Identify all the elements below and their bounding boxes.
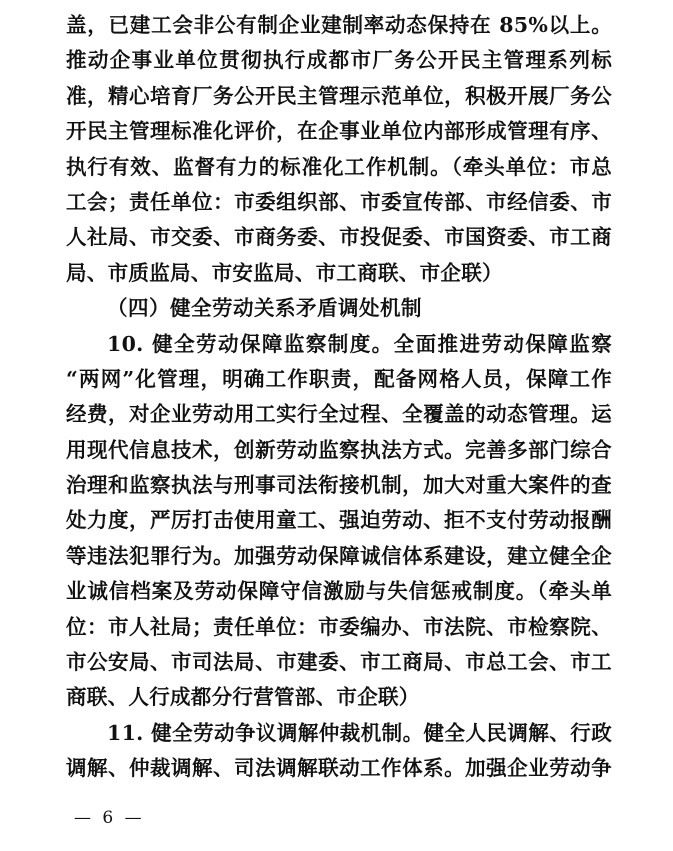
text-run: 工会； bbox=[66, 189, 129, 214]
text-line: 市公安局、市司法局、市建委、市工商局、市总工会、市工 bbox=[66, 650, 612, 675]
text-run: 市人社局； bbox=[108, 614, 213, 639]
text-line: 准，精心培育厂务公开民主管理示范单位，积极开展厂务公 bbox=[66, 83, 612, 108]
text-line: 商联、人行成都分行营管部、市企联） bbox=[66, 685, 420, 710]
lead-unit-label: 牵头单位： bbox=[462, 154, 570, 179]
text-run: 市总 bbox=[569, 154, 612, 179]
text-line bbox=[66, 185, 612, 220]
text-line: 局、市质监局、市安监局、市工商联、市企联） bbox=[66, 260, 503, 285]
text-line: 人社局、市交委、市商务委、市投促委、市国资委、市工商 bbox=[66, 225, 612, 250]
text-line bbox=[66, 150, 612, 185]
document-page bbox=[66, 8, 612, 787]
lead-unit-label-cont: 位： bbox=[66, 614, 109, 639]
text-line: 等违法犯罪行为。加强劳动保障诚信体系建设，建立健全企 bbox=[66, 543, 612, 568]
text-run: 市委组织部、市委宣传部、市经信委、市 bbox=[234, 189, 613, 214]
text-line: 处力度，严厉打击使用童工、强迫劳动、拒不支付劳动报酬 bbox=[66, 508, 612, 533]
text-run: 市委编办、市法院、市检察院、 bbox=[318, 614, 613, 639]
text-line: 开民主管理标准化评价，在企事业单位内部形成管理有序、 bbox=[66, 119, 612, 144]
text-run: 业诚信档案及劳动保障守信激励与失信惩戒制度。（ bbox=[66, 579, 549, 604]
page-number: — 6 — bbox=[74, 808, 145, 828]
text-line: 用现代信息技术，创新劳动监察执法方式。完善多部门综合 bbox=[66, 437, 612, 462]
text-line: 盖，已建工会非公有制企业建制率动态保持在 85%以上。 bbox=[66, 13, 612, 37]
paragraph-first-line: 10. 健全劳动保障监察制度。全面推进劳动保障监察 bbox=[107, 331, 612, 356]
text-line bbox=[66, 610, 612, 645]
responsible-unit-label: 责任单位： bbox=[212, 614, 319, 639]
text-line: 推动企事业单位贯彻执行成都市厂务公开民主管理系列标 bbox=[66, 48, 612, 73]
paragraph-first-line: 11. 健全劳动争议调解仲裁机制。健全人民调解、行政 bbox=[107, 720, 612, 745]
text-line: 调解、仲裁调解、司法调解联动工作体系。加强企业劳动争 bbox=[66, 756, 612, 781]
lead-unit-label: 牵头单 bbox=[548, 579, 612, 604]
text-line: 经费，对企业劳动用工实行全过程、全覆盖的动态管理。运 bbox=[66, 402, 612, 427]
text-line bbox=[66, 574, 612, 609]
text-line: 治理和监察执法与刑事司法衔接机制，加大对重大案件的查 bbox=[66, 473, 612, 498]
section-heading: （四）健全劳动关系矛盾调处机制 bbox=[107, 296, 422, 321]
text-run: 执行有效、监督有力的标准化工作机制。（ bbox=[66, 154, 463, 179]
responsible-unit-label: 责任单位： bbox=[128, 189, 235, 214]
text-line: “两网”化管理，明确工作职责，配备网格人员，保障工作 bbox=[66, 366, 612, 391]
